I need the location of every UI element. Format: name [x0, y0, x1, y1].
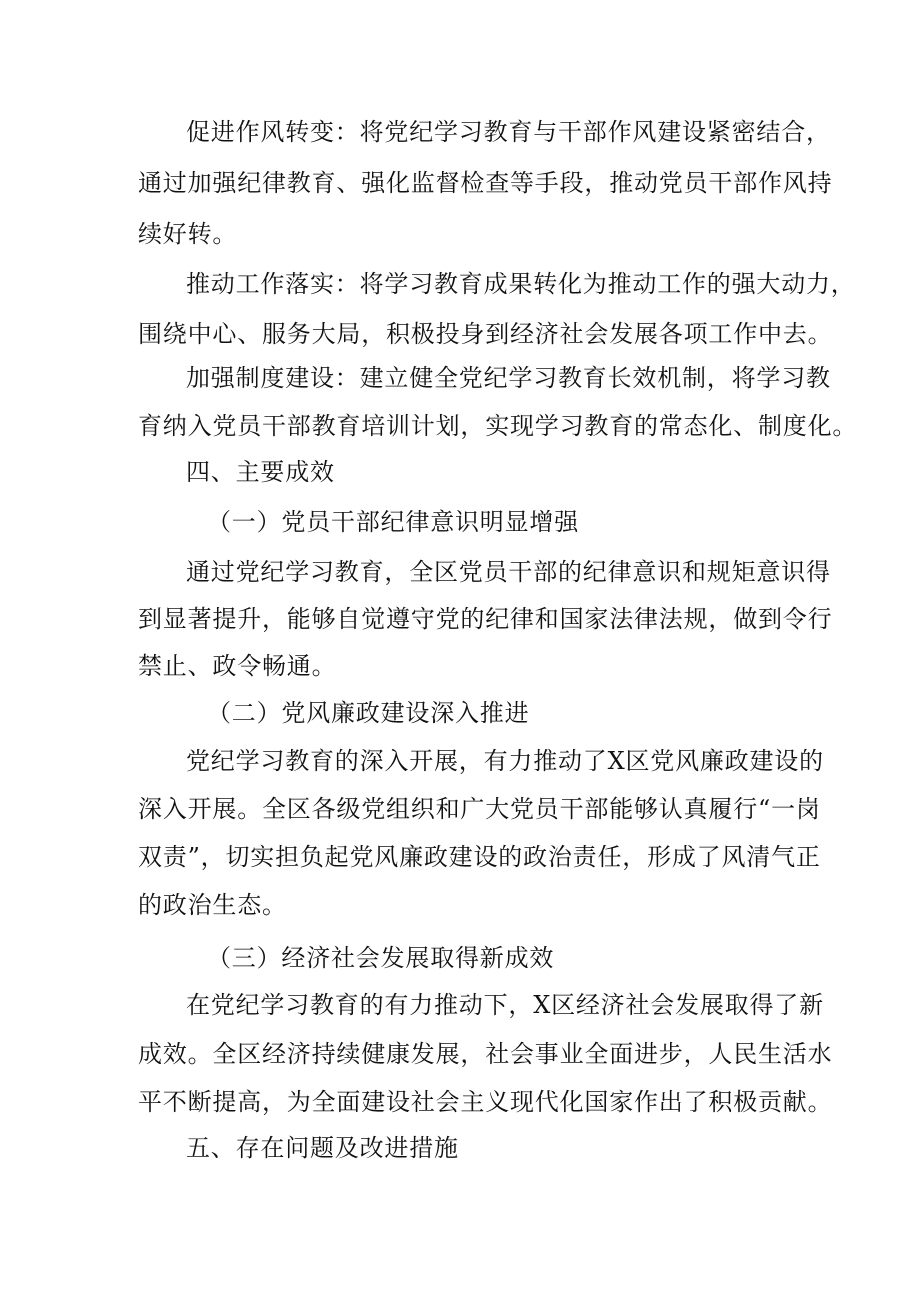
paragraph-line: 加强制度建设：建立健全党纪学习教育长效机制，将学习教 [186, 364, 831, 392]
paragraph-line: 深入开展。全区各级党组织和广大党员干部能够认真履行“一岗 [138, 795, 821, 823]
paragraph-line: 推动工作落实：将学习教育成果转化为推动工作的强大动力， [186, 270, 856, 298]
paragraph-line: 到显著提升，能够自觉遵守党的纪律和国家法律法规，做到令行 [138, 605, 833, 633]
paragraph-line: 育纳入党员干部教育培训计划，实现学习教育的常态化、制度化。 [138, 412, 858, 440]
section-heading: 五、存在问题及改进措施 [186, 1134, 459, 1162]
paragraph-line: 围绕中心、服务大局，积极投身到经济社会发展各项工作中去。 [138, 320, 833, 348]
paragraph-line: 双责”，切实担负起党风廉政建设的政治责任，形成了风清气正 [138, 843, 821, 871]
paragraph-line: 促进作风转变：将党纪学习教育与干部作风建设紧密结合， [186, 118, 831, 146]
paragraph-line: 禁止、政令畅通。 [138, 652, 337, 680]
paragraph-line: 在党纪学习教育的有力推动下，X区经济社会发展取得了新 [186, 991, 824, 1019]
paragraph-line: 续好转。 [138, 220, 238, 248]
subsection-heading: （三）经济社会发展取得新成效 [207, 944, 555, 972]
section-heading: 四、主要成效 [186, 458, 335, 486]
subsection-heading: （二）党风廉政建设深入推进 [207, 699, 530, 727]
subsection-heading: （一）党员干部纪律意识明显增强 [207, 508, 579, 536]
paragraph-line: 通过党纪学习教育，全区党员干部的纪律意识和规矩意识得 [186, 558, 831, 586]
paragraph-line: 党纪学习教育的深入开展，有力推动了X区党风廉政建设的 [186, 747, 824, 775]
paragraph-line: 平不断提高，为全面建设社会主义现代化国家作出了积极贡献。 [138, 1088, 833, 1116]
paragraph-line: 成效。全区经济持续健康发展，社会事业全面进步，人民生活水 [138, 1040, 833, 1068]
paragraph-line: 通过加强纪律教育、强化监督检查等手段，推动党员干部作风持 [138, 169, 833, 197]
paragraph-line: 的政治生态。 [138, 891, 287, 919]
